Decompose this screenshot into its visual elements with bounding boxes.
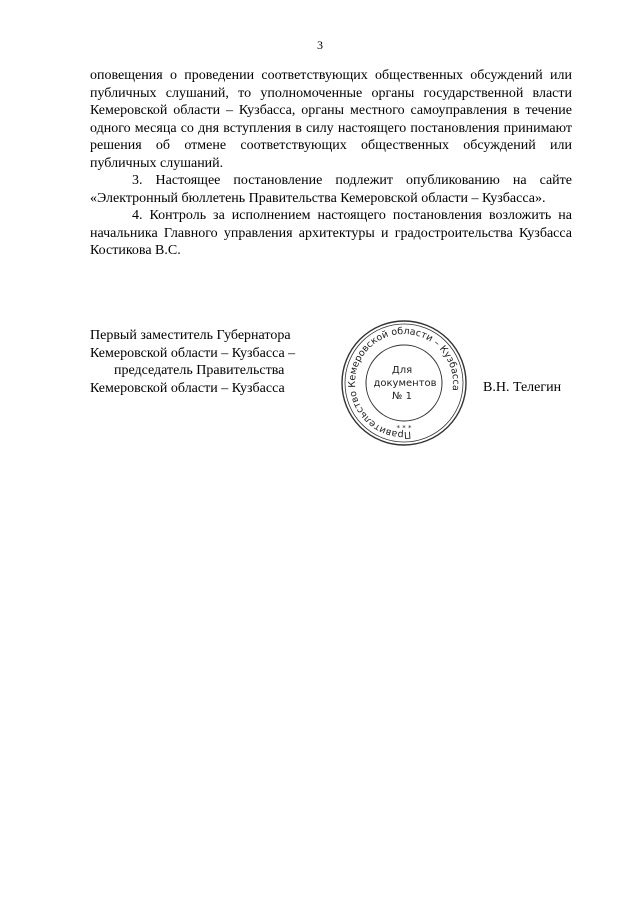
page-number: 3 — [317, 38, 323, 52]
signatory-title-line: Кемеровской области – Кузбасса — [90, 380, 285, 396]
paragraph-3: 3. Настоящее постановление подлежит опубликованию на сайте «Электронный бюллетень Правительства Кемеровской области – Кузбасса». — [90, 173, 572, 206]
signatory-title-line: Первый заместитель Губернатора — [90, 328, 291, 343]
paragraph-4: 4. Контроль за исполнением настоящего постановления возложить на начальника Главного управления архитектуры и градостроительства Кузбасса Костикова В.С. — [90, 208, 572, 258]
seal-center-line: № 1 — [392, 391, 412, 402]
seal-stars: * * * — [396, 424, 412, 432]
document-body — [90, 67, 572, 260]
signatory-title-line: председатель Правительства — [114, 363, 285, 378]
seal-center-line: документов — [373, 378, 437, 389]
official-seal — [339, 318, 469, 448]
signatory-title — [90, 327, 320, 397]
signatory-name: В.Н. Телегин — [483, 380, 562, 395]
seal-center-line: Для — [391, 365, 413, 376]
seal-ring-text: Правительство Кемеровской области – Кузбасса — [346, 325, 462, 441]
signatory-title-line: Кемеровской области – Кузбасса – — [90, 345, 296, 361]
paragraph-continuation: оповещения о проведении соответствующих общественных обсуждений или публичных слушаний, то уполномоченные органы государственной власти Кемеровской области – Кузбасса, органы местного самоуправления в течение одного месяца со дня вступления в силу настоящего постановления принимают решения об отмене соответствующих общественных обсуждений или публичных слушаний. — [90, 68, 572, 171]
